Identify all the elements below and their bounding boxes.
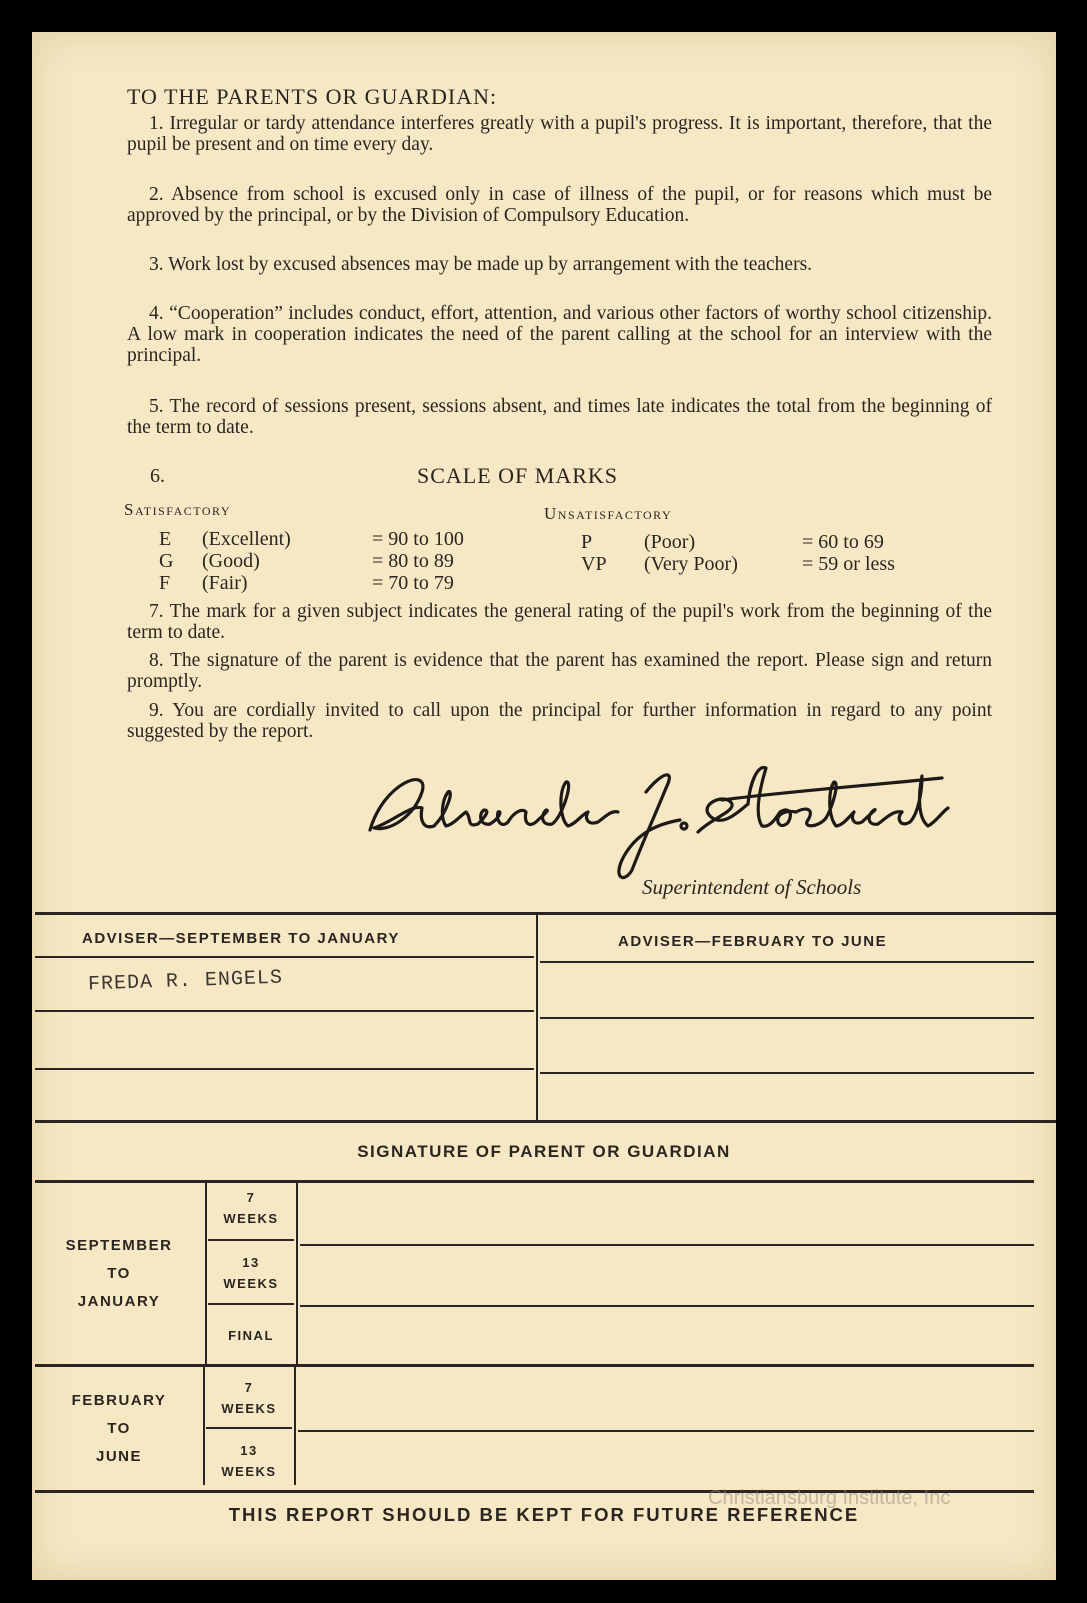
scale-title: SCALE OF MARKS [417,463,619,488]
watermark: Christiansburg Institute, Inc [708,1487,951,1509]
footer-notice: THIS REPORT SHOULD BE KEPT FOR FUTURE REFERENCE [228,1504,860,1525]
unsatisfactory-heading: Unsatisfactory [544,504,673,523]
paragraph-2: 2. Absence from school is excused only in case of illness of the pupil, or for reasons which must be approved by the principal, or by the Division of Compulsory Education. [127,184,992,226]
adviser-sep-jan-name[interactable]: FREDA R. ENGELS [87,966,284,997]
adviser-line [540,1017,1034,1019]
paragraph-1: 1. Irregular or tardy attendance interferes greatly with a pupil's progress. It is important, therefore, that the pupil be present and on time every day. [127,113,992,155]
satisfactory-heading: Satisfactory [124,500,232,519]
weeks-divider [296,1182,298,1364]
period-sep-jan: SEPTEMBER TO JANUARY [65,1237,173,1310]
scale-number: 6. [150,465,165,487]
period-divider [205,1182,207,1364]
adviser-line [540,1072,1034,1074]
heading: TO THE PARENTS OR GUARDIAN: [127,84,498,109]
adviser-sep-jan-label: ADVISER—SEPTEMBER TO JANUARY [82,930,400,947]
period-divider [203,1367,205,1485]
paragraph-5: 5. The record of sessions present, sessions absent, and times late indicates the total from the beginning of the term to date. [127,396,992,438]
signature-title: Superintendent of Schools [642,875,862,899]
report-card-back: TO THE PARENTS OR GUARDIAN: 1. Irregular or tardy attendance interferes greatly with a pupil's progress. It is important, therefore, that the pupil be present and on time every day. 2. Absence from school is excused only in case of illness of the pupil, or for reasons which must be approved by the principal, or by the Division of Compulsory Education. 3. Work lost by excused absences may be made up by arrangement with the teachers. 4. “Cooperation” includes conduct, effort, attention, and various other factors of worthy school citizenship. A low mark in cooperation indicates the need of the parent calling at the school for an interview with the principal. 5. The record of sessions present, sessions absent, and times late indicates the total from the beginning of the term to date. 6. SCALE OF MARKS Satisfactory Unsatisfactory E (Excellent) = 90 to 100 G (Good) = 80 to 89 F (Fair) = 70 to 79 P (Poor) = 60 to 69 VP (Very Poor) = 59 or less 7. The mark for a given subject indicates the general rating of the pupil's work from the beginning of the term to date. 8. The signature of the parent is evidence that the parent has examined the report. Please sign and return promptly. 9. You are cordially invited to call upon the principal for further information in regard to any point suggested by the report. Superintendent of Schools ADVISER—SEPTEMBER TO JANUARY ADVISER—FEBRUARY TO JUNE FREDA R. ENGELS SIGNATURE OF PARENT OR GUARDIAN SEPTEMBER TO JANUARY 7 WEEKS 13 WEEKS FINAL FEBRUARY TO JUNE 7 WEEKS 13 WEEKS THIS REPORT SHOULD BE KEPT FOR FUTURE REFERENCE Christiansburg Institute, Inc [32,32,1056,1580]
parent-signature-line[interactable] [300,1305,1034,1307]
paragraph-3: 3. Work lost by excused absences may be made up by arrangement with the teachers. [149,254,813,275]
signature-top-border [35,1180,1034,1183]
feb-jun-13-weeks: 13 WEEKS [221,1443,277,1479]
paragraph-7: 7. The mark for a given subject indicates the general rating of the pupil's work from the beginning of the term to date. [127,601,992,643]
period-feb-jun: FEBRUARY TO JUNE [71,1392,167,1465]
adviser-feb-jun-label: ADVISER—FEBRUARY TO JUNE [618,933,888,950]
weeks-divider [294,1367,296,1485]
adviser-line [35,956,534,958]
adviser-column-divider [536,914,538,1122]
sep-jan-final: FINAL [228,1328,274,1343]
paragraph-8: 8. The signature of the parent is evidence that the parent has examined the report. Please sign and return promptly. [127,650,992,692]
adviser-line [35,1068,534,1070]
weeks-line [206,1427,292,1429]
table-top-border [35,912,1056,915]
parent-signature-title: SIGNATURE OF PARENT OR GUARDIAN [357,1142,731,1161]
paragraph-4: 4. “Cooperation” includes conduct, effort, attention, and various other factors of worthy school citizenship. A low mark in cooperation indicates the need of the parent calling at the school for an interview with the principal. [127,303,993,366]
superintendent-signature [362,752,962,882]
weeks-line [208,1303,294,1305]
feb-jun-7-weeks: 7 WEEKS [221,1380,277,1416]
sep-jan-7-weeks: 7 WEEKS [223,1190,279,1226]
parent-signature-line[interactable] [298,1430,1034,1432]
adviser-line [35,1010,534,1012]
weeks-line [208,1239,294,1241]
adviser-bottom-border [35,1120,1056,1123]
paragraph-9: 9. You are cordially invited to call upon the principal for further information in regard to any point suggested by the report. [127,700,992,742]
adviser-line [540,961,1034,963]
sep-jan-13-weeks: 13 WEEKS [223,1255,279,1291]
period-separator [35,1364,1034,1367]
parent-signature-line[interactable] [300,1244,1034,1246]
